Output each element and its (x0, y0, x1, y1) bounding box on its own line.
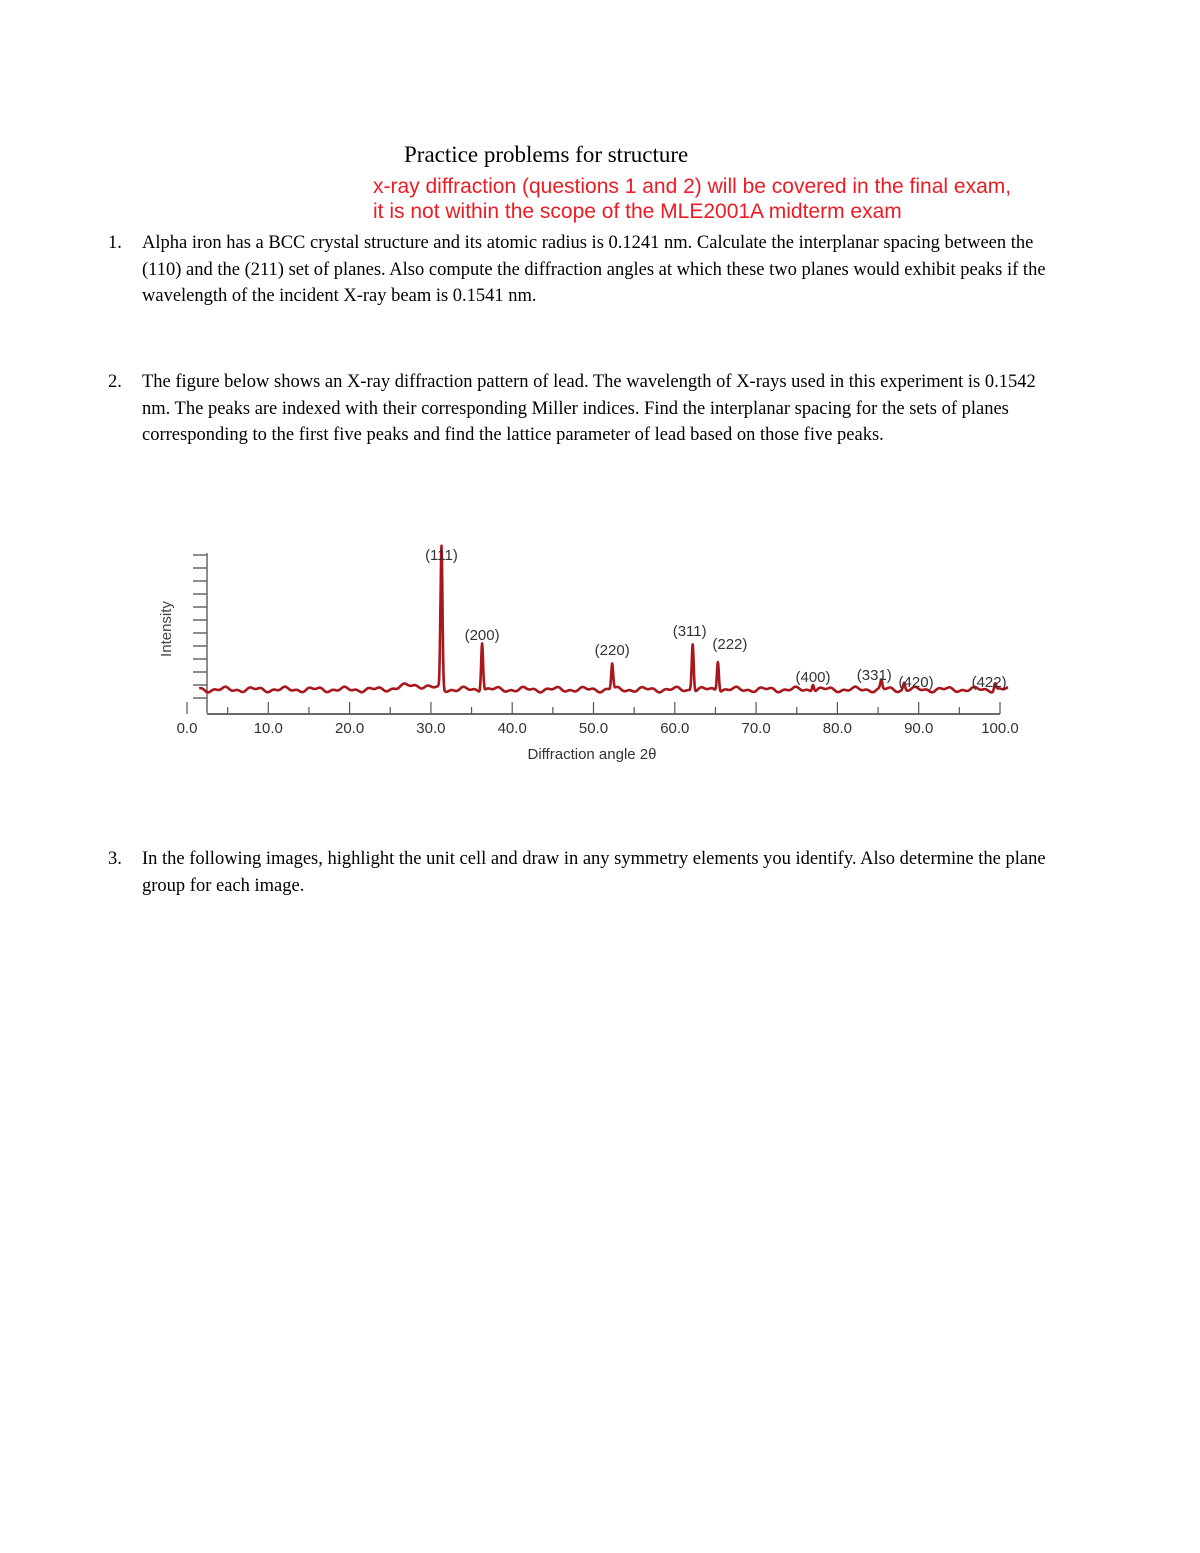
x-tick-label: 90.0 (904, 720, 934, 737)
x-axis (177, 702, 1019, 737)
x-tick-label: 0.0 (176, 720, 198, 737)
page-title: Practice problems for structure (404, 142, 689, 167)
x-tick-label: 30.0 (416, 720, 446, 737)
x-tick-label: 50.0 (578, 720, 609, 737)
peak-label: (200) (464, 627, 500, 644)
peak-labels (425, 547, 1007, 691)
question-number: 3. (108, 849, 122, 869)
exam-scope-note-line1: x-ray diffraction (questions 1 and 2) will be covered in the final exam, (373, 175, 1012, 198)
peak-label: (111) (425, 547, 458, 564)
x-axis-label: Diffraction angle 2θ (527, 746, 657, 763)
y-axis-label: Intensity (158, 601, 175, 657)
exam-scope-note-line2: it is not within the scope of the MLE2001A midterm exam (373, 200, 902, 223)
peak-label: (311) (672, 623, 707, 640)
peak-label: (400) (795, 669, 831, 686)
question-number: 1. (108, 233, 122, 253)
peak-label: (422) (971, 674, 1007, 691)
x-tick-label: 10.0 (253, 720, 283, 737)
x-tick-label: 70.0 (741, 720, 771, 737)
question-text: In the following images, highlight the unit cell and draw in any symmetry elements you identify. Also determine the plane group for each image. (142, 849, 1046, 896)
peak-label: (220) (594, 642, 630, 659)
peak-label: (420) (898, 674, 934, 691)
x-tick-label: 20.0 (334, 720, 365, 737)
peak-label: (222) (712, 636, 748, 653)
x-tick-label: 100.0 (981, 720, 1019, 737)
x-tick-label: 40.0 (497, 720, 527, 737)
x-tick-label: 60.0 (660, 720, 690, 737)
xrd-chart (145, 535, 1045, 775)
question-number: 2. (108, 372, 122, 392)
question-text: The figure below shows an X-ray diffraction pattern of lead. The wavelength of X-rays used in this experiment is 0.1542 nm. The peaks are indexed with their corresponding Miller indices. Find the interplanar spacing for the sets of planes corresponding to the first five peaks and find the lattice parameter of lead based on those five peaks. (142, 372, 1036, 445)
peak-label: (331) (856, 667, 892, 684)
x-tick-label: 80.0 (822, 720, 853, 737)
question-text: Alpha iron has a BCC crystal structure and its atomic radius is 0.1241 nm. Calculate the interplanar spacing between the (110) and the (211) set of planes. Also compute the diffraction angles at which these two planes would exhibit peaks if the wavelength of the incident X-ray beam is 0.1541 nm. (142, 233, 1046, 306)
